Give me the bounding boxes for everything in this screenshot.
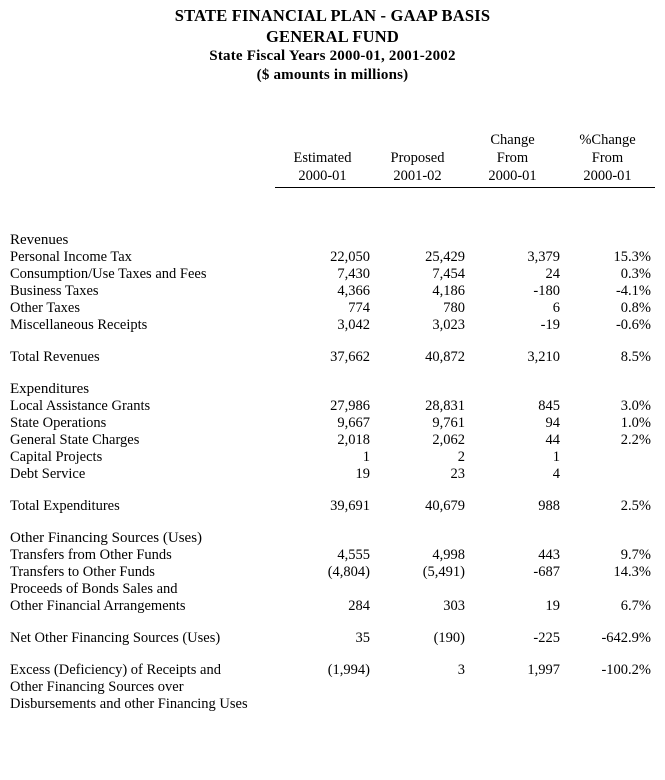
row-pct bbox=[560, 581, 655, 598]
row-proposed: 3 bbox=[457, 662, 465, 678]
row-proposed bbox=[370, 581, 465, 598]
row-pct: 9.7% bbox=[620, 547, 651, 563]
expenditures-heading-blank2 bbox=[370, 381, 465, 398]
row-pct: 0.8% bbox=[620, 300, 651, 316]
row-estimated: 27,986 bbox=[330, 398, 370, 414]
row-label: Total Expenditures bbox=[10, 498, 120, 514]
row-pct: 15.3% bbox=[613, 249, 651, 265]
header-body-spacer bbox=[10, 188, 655, 233]
row-pct: 14.3% bbox=[613, 564, 651, 580]
other-financing-heading-blank4 bbox=[560, 530, 655, 547]
row-label: Debt Service bbox=[10, 466, 86, 482]
row-change bbox=[465, 696, 560, 713]
expenditures-heading: Expenditures bbox=[10, 381, 90, 397]
row-change: 19 bbox=[545, 598, 560, 614]
section-heading-expenditures bbox=[10, 381, 655, 398]
table-row bbox=[10, 249, 655, 266]
row-label: Business Taxes bbox=[10, 283, 99, 299]
row-pct bbox=[560, 696, 655, 713]
other-financing-heading: Other Financing Sources (Uses) bbox=[10, 530, 203, 546]
table-header-row-top bbox=[10, 103, 655, 149]
row-label: General State Charges bbox=[10, 432, 140, 448]
header-pctchange-year: 2000-01 bbox=[560, 167, 655, 188]
row-label: Other Taxes bbox=[10, 300, 80, 316]
header-proposed-top bbox=[370, 103, 465, 149]
header-change-top: Change bbox=[490, 131, 535, 148]
table-row bbox=[10, 266, 655, 283]
row-change: -19 bbox=[540, 317, 560, 333]
revenues-heading-blank3 bbox=[465, 232, 560, 249]
row-change: 24 bbox=[545, 266, 560, 282]
row-estimated: 2,018 bbox=[337, 432, 370, 448]
row-change: 988 bbox=[538, 498, 560, 514]
row-estimated: 9,667 bbox=[337, 415, 370, 431]
row-change: 44 bbox=[545, 432, 560, 448]
row-proposed: 4,186 bbox=[432, 283, 465, 299]
row-proposed bbox=[370, 679, 465, 696]
table-row bbox=[10, 564, 655, 581]
expenditures-heading-blank3 bbox=[465, 381, 560, 398]
row-change: 3,210 bbox=[527, 349, 560, 365]
header-change-year: 2000-01 bbox=[465, 167, 560, 188]
other-financing-heading-blank1 bbox=[275, 530, 370, 547]
gap-cell bbox=[10, 515, 655, 530]
row-change bbox=[465, 679, 560, 696]
row-proposed: 25,429 bbox=[425, 249, 465, 265]
row-change: -180 bbox=[533, 283, 560, 299]
table-row-total bbox=[10, 349, 655, 366]
header-blank-mid bbox=[10, 149, 275, 167]
table-row bbox=[10, 547, 655, 564]
row-proposed: 4,998 bbox=[432, 547, 465, 563]
header-pctchange-top: %Change bbox=[579, 131, 636, 148]
row-estimated: 1 bbox=[362, 449, 370, 465]
row-estimated: 284 bbox=[348, 598, 370, 614]
table-row bbox=[10, 300, 655, 317]
row-proposed: 303 bbox=[443, 598, 465, 614]
row-label: Disbursements and other Financing Uses bbox=[10, 696, 248, 712]
table-row bbox=[10, 398, 655, 415]
revenues-heading: Revenues bbox=[10, 232, 69, 248]
row-change: -687 bbox=[533, 564, 560, 580]
header-blank-bot bbox=[10, 167, 275, 188]
row-pct: 3.0% bbox=[620, 398, 651, 414]
row-change: 4 bbox=[552, 466, 560, 482]
other-financing-heading-blank2 bbox=[370, 530, 465, 547]
table-row bbox=[10, 283, 655, 300]
row-pct: -4.1% bbox=[615, 283, 651, 299]
row-proposed: (190) bbox=[433, 630, 465, 646]
row-estimated: 7,430 bbox=[337, 266, 370, 282]
row-pct: 2.5% bbox=[620, 498, 651, 514]
table-row bbox=[10, 449, 655, 466]
row-pct bbox=[560, 679, 655, 696]
row-change: 94 bbox=[545, 415, 560, 431]
row-label: Miscellaneous Receipts bbox=[10, 317, 148, 333]
expenditures-heading-blank4 bbox=[560, 381, 655, 398]
row-label: Proceeds of Bonds Sales and bbox=[10, 581, 178, 597]
financial-plan-table bbox=[10, 103, 655, 713]
row-estimated: 37,662 bbox=[330, 349, 370, 365]
row-pct: -0.6% bbox=[615, 317, 651, 333]
row-label: Other Financial Arrangements bbox=[10, 598, 186, 614]
row-pct: 2.2% bbox=[620, 432, 651, 448]
header-change-mid: From bbox=[496, 149, 529, 166]
row-label: Capital Projects bbox=[10, 449, 103, 465]
row-proposed: 23 bbox=[450, 466, 465, 482]
document-title-block bbox=[10, 6, 655, 85]
row-change: 6 bbox=[552, 300, 560, 316]
header-proposed-year: 2001-02 bbox=[370, 167, 465, 188]
title-line-3: State Fiscal Years 2000-01, 2001-2002 bbox=[209, 48, 456, 65]
row-estimated bbox=[275, 679, 370, 696]
row-proposed: 2,062 bbox=[432, 432, 465, 448]
row-estimated: 4,555 bbox=[337, 547, 370, 563]
row-gap bbox=[10, 615, 655, 630]
table-row bbox=[10, 317, 655, 334]
row-label: Net Other Financing Sources (Uses) bbox=[10, 630, 221, 646]
table-row bbox=[10, 466, 655, 483]
row-gap bbox=[10, 366, 655, 381]
gap-cell bbox=[10, 647, 655, 662]
table-row-total bbox=[10, 498, 655, 515]
table-row-total bbox=[10, 630, 655, 647]
header-estimated-year: 2000-01 bbox=[275, 167, 370, 188]
row-proposed: 3,023 bbox=[432, 317, 465, 333]
row-pct: 6.7% bbox=[620, 598, 651, 614]
row-label: State Operations bbox=[10, 415, 107, 431]
table-row bbox=[10, 662, 655, 679]
row-label: Other Financing Sources over bbox=[10, 679, 184, 695]
gap-cell bbox=[10, 615, 655, 630]
row-proposed: (5,491) bbox=[422, 564, 465, 580]
row-pct: 0.3% bbox=[620, 266, 651, 282]
row-change bbox=[465, 581, 560, 598]
row-change: -225 bbox=[533, 630, 560, 646]
row-proposed bbox=[370, 696, 465, 713]
table-row bbox=[10, 415, 655, 432]
row-proposed: 780 bbox=[443, 300, 465, 316]
revenues-heading-blank2 bbox=[370, 232, 465, 249]
header-estimated-top bbox=[275, 103, 370, 149]
row-proposed: 40,872 bbox=[425, 349, 465, 365]
row-gap bbox=[10, 483, 655, 498]
title-line-4: ($ amounts in millions) bbox=[256, 67, 409, 83]
row-label: Personal Income Tax bbox=[10, 249, 132, 265]
table-row bbox=[10, 432, 655, 449]
row-proposed: 2 bbox=[457, 449, 465, 465]
row-change: 845 bbox=[538, 398, 560, 414]
row-change: 1 bbox=[552, 449, 560, 465]
title-line-2: GENERAL FUND bbox=[265, 26, 400, 46]
row-estimated: 4,366 bbox=[337, 283, 370, 299]
section-heading-revenues bbox=[10, 232, 655, 249]
header-pctchange-mid: From bbox=[591, 149, 624, 166]
row-label: Local Assistance Grants bbox=[10, 398, 151, 414]
row-estimated: 39,691 bbox=[330, 498, 370, 514]
gap-cell bbox=[10, 483, 655, 498]
row-estimated bbox=[275, 696, 370, 713]
row-estimated: 19 bbox=[355, 466, 370, 482]
row-pct bbox=[560, 449, 655, 466]
row-pct: -100.2% bbox=[601, 662, 651, 678]
row-gap bbox=[10, 647, 655, 662]
row-label: Consumption/Use Taxes and Fees bbox=[10, 266, 207, 282]
table-header-row-bottom bbox=[10, 167, 655, 188]
row-pct: 1.0% bbox=[620, 415, 651, 431]
header-blank bbox=[10, 103, 275, 149]
gap-cell bbox=[10, 366, 655, 381]
row-proposed: 28,831 bbox=[425, 398, 465, 414]
row-change: 1,997 bbox=[527, 662, 560, 678]
row-label: Total Revenues bbox=[10, 349, 100, 365]
row-change: 3,379 bbox=[527, 249, 560, 265]
row-estimated: 3,042 bbox=[337, 317, 370, 333]
revenues-heading-blank4 bbox=[560, 232, 655, 249]
row-gap bbox=[10, 334, 655, 349]
row-label: Transfers from Other Funds bbox=[10, 547, 172, 563]
row-proposed: 9,761 bbox=[432, 415, 465, 431]
section-heading-other-financing bbox=[10, 530, 655, 547]
row-estimated: (1,994) bbox=[327, 662, 370, 678]
row-gap bbox=[10, 515, 655, 530]
header-estimated-mid: Estimated bbox=[293, 149, 352, 166]
row-estimated: 774 bbox=[348, 300, 370, 316]
row-estimated: (4,804) bbox=[327, 564, 370, 580]
row-estimated bbox=[275, 581, 370, 598]
header-proposed-mid: Proposed bbox=[390, 149, 445, 166]
row-label: Excess (Deficiency) of Receipts and bbox=[10, 662, 221, 678]
row-proposed: 40,679 bbox=[425, 498, 465, 514]
other-financing-heading-blank3 bbox=[465, 530, 560, 547]
table-row bbox=[10, 696, 655, 713]
table-row bbox=[10, 598, 655, 615]
row-proposed: 7,454 bbox=[432, 266, 465, 282]
title-line-1: STATE FINANCIAL PLAN - GAAP BASIS bbox=[174, 6, 491, 25]
row-label: Transfers to Other Funds bbox=[10, 564, 155, 580]
row-pct bbox=[560, 466, 655, 483]
revenues-heading-blank1 bbox=[275, 232, 370, 249]
table-header-row-mid bbox=[10, 149, 655, 167]
spacer-cell bbox=[10, 188, 655, 233]
table-row bbox=[10, 581, 655, 598]
row-change: 443 bbox=[538, 547, 560, 563]
row-pct: -642.9% bbox=[601, 630, 651, 646]
gap-cell bbox=[10, 334, 655, 349]
table-row bbox=[10, 679, 655, 696]
row-estimated: 22,050 bbox=[330, 249, 370, 265]
row-pct: 8.5% bbox=[620, 349, 651, 365]
expenditures-heading-blank1 bbox=[275, 381, 370, 398]
row-estimated: 35 bbox=[355, 630, 370, 646]
